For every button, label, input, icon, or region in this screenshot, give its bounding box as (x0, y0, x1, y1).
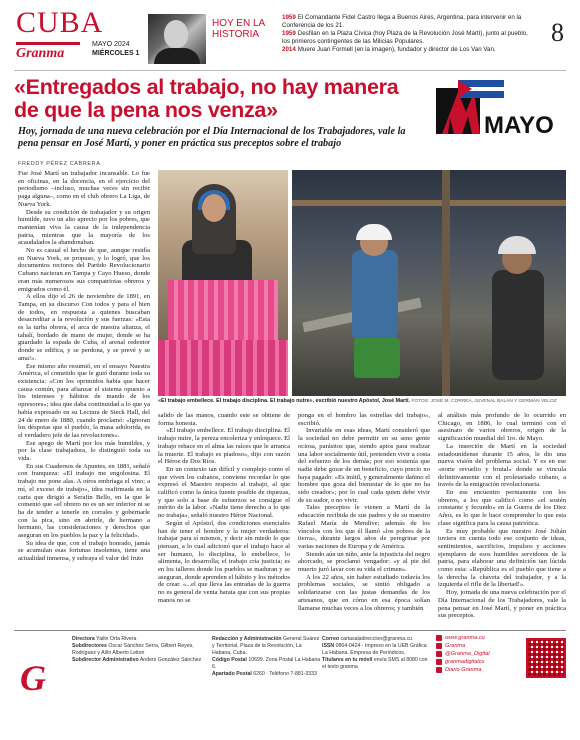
primero-de-mayo-logo (436, 78, 566, 148)
footer-staff (72, 636, 212, 664)
paragraph: Siendo aún un niño, ante la injusticia del negro ahorcado, se proclamó vengador: «y al pie del muerto juró lavar con su vida el crimen». (298, 550, 430, 574)
header-divider (14, 70, 566, 71)
paragraph: Es muy probable que nuestro José Julián tuviera en cuenta todo ese conjunto de ideas, sentimientos, sacrificios, impulsos y acciones ejemplares de esos humildes servidores de la patria, para elaborar una definición tan lúcida como esta: «República es el pueblo que tiene a la derecha la chaveta del trabajador, y a la izquierda el rifle de la libertad!». (438, 527, 566, 589)
qr-code-icon[interactable] (526, 638, 566, 678)
footer-label: Correo (322, 636, 340, 642)
history-year: 1959 (282, 30, 296, 37)
footer-contact (322, 636, 432, 671)
footer-value: Anders González Sánchez (139, 657, 202, 663)
footer-value[interactable]: cartasaladireccion@granma.cu (340, 636, 413, 642)
paragraph: al análisis más profundo de lo ocurrido en Chicago, en 1886, lo cual terminó con el asesinato de varios obreros, origen de la significación mundial del 1ro. de Mayo. (438, 412, 566, 443)
article-column-1 (18, 170, 150, 622)
paragraph: salido de las manos, cuando este se obtiene de forma honesta. (158, 412, 290, 427)
twitter-icon (436, 651, 442, 657)
paragraph: Ese apego de Martí por los más humildes, y por la clase trabajadora, lo distinguió toda su vida. (18, 439, 150, 463)
paragraph: «El trabajo embellece. El trabajo disciplina. El trabajo nutre, la pereza encoleriza y enloquece. El trabajo rehace en el alma las raíces que le arranca la muerte. El trabajo es piadoso», dijo con razón el Héroe de Dos Ríos. (158, 427, 290, 466)
photo-workers-plant (292, 170, 566, 396)
mayo-logo-text: MAYO (484, 112, 554, 139)
paragraph: A los 22 años, sin haber estudiado todavía los problemas sociales, se sintió obligado a solidarizarse con las justas demandas de los artesanos, que en cómo en esa época solían llamarse muchas veces a los obreros; y también (298, 573, 430, 612)
history-item (282, 14, 532, 30)
footer-value: envía SMS al 8080 con el texto granma (322, 657, 428, 670)
paragraph: La inserción de Martí en la sociedad estadounidense durante 15 años, le dio una nueva visión del problema social. Y es en ese «norte revuelto y brutal» donde se vincula definitivamente con el proletariado cubano, a través de la emigración revolucionaria. (438, 442, 566, 489)
web-icon (436, 635, 442, 641)
article-column-4 (438, 412, 566, 622)
photo-worker-crates (158, 170, 288, 396)
footer-address (212, 636, 322, 678)
history-portrait-photo (148, 14, 206, 64)
paragraph: Desde su condición de trabajador y su origen humilde, tuvo un alto aprecio por los pobres, que mantenían viva la causa de la independencia patria, mientras que la mayoría de los acaudalados la abandonaban. (18, 208, 150, 247)
paragraph: Su idea de que, con el trabajo honrado, jamás se acumulan esas fortunas insolentes, tiene una actualidad inmensa, y subraya el valor del fruto (18, 539, 150, 563)
hoy-line-1: HOY EN LA (212, 18, 266, 29)
social-link-facebook[interactable]: Granma (436, 642, 526, 650)
social-links (436, 634, 526, 674)
footer-label: Directora (72, 636, 95, 642)
newspaper-logo: Granma (16, 42, 80, 62)
page-number: 8 (551, 18, 564, 47)
paragraph: En sus Cuadernos de Apuntes, en 1881, señaló con franqueza: «El trabajo me engolosina. El trabajo me pone alas. A otros embriaga el vino; a mí, el exceso de trabajo», idea reafirmada en la carta que dirigió a Serafín Bello, en la que le comentó que «el obrero no es un ser inferior ni se ha de tender a tenerle en corrales y gobernarle con la pica, sino en abrirle, de hermano a hermano, las consideraciones y derechos que aseguran en los pueblos la paz y la felicidad». (18, 462, 150, 540)
paragraph: Ese mismo año resumió, en el ensayo Nuestra América, el cometido que le guió durante toda su existencia: «Con los oprimidos había que hacer causa común, para afianzar el sistema opuesto a los intereses y hábitos de mando de los opresores»; idea que daba continuidad a lo que ya había expresado en su Lectura de Steck Hall, del 24 de enero de 1880, cuando proclamó: «Ignoran los déspotas que el pueblo, la masa adolorida, es el verdadero jefe de las revoluciones». (18, 362, 150, 439)
photo-credit: FOTOS: JOSÉ M. CORREA, JUVENAL BALÁN Y GERMÁN VELOZ (411, 399, 557, 404)
paragraph: A ellos dijo el 26 de noviembre de 1891, en Tampa, en su discurso Con todos y para el bien de todos, en respuesta a quienes buscaban desacreditar a la revolución y sus fuerzas: «Esta es la turba obrera, el arca de nuestra alianza, el tahalí, bordado de mano de mujer, donde se ha guardado la espada de Cuba, el arenal redentor donde se edifica, y se perdona, y se prevé y se ama!». (18, 293, 150, 362)
article-column-3 (298, 412, 430, 622)
granma-g-logo: G (20, 658, 46, 698)
youtube-icon (436, 667, 442, 673)
history-text: Desfilan en la Plaza Cívica (hoy Plaza de la Revolución José Martí), junto al pueblo, los primeros contingentes de las Milicias Populares. (282, 30, 528, 45)
history-list (282, 14, 532, 54)
issue-date (92, 40, 139, 58)
social-link-youtube[interactable]: Diario Granma (436, 666, 526, 674)
paragraph: En un contexto tan difícil y complejo como el que viven los cubanos, conviene recordar lo que expresó el Maestro respecto al trabajo, al que calificó como la única fuente posible de riquezas, y que solo a base de esfuerzos se consigue el mérito de la labor. «Nadie tiene derecho a lo que no trabaja», señaló nuestro Héroe Nacional. (158, 465, 290, 520)
footer-divider (14, 630, 566, 631)
article-headline: «Entregados al trabajo, no hay manera de que la pena nos venza» (14, 75, 399, 122)
history-text: El Comandante Fidel Castro llega a Buenos Aires, Argentina, para intervenir en la Conferencia de los 21. (282, 14, 522, 29)
footer-label: Código Postal (212, 657, 247, 663)
paragraph: Hoy, jornada de una nueva celebración por el Día Internacional de los Trabajadores, vale la pena pensar en José Martí, y poner en práctica sus preceptos. (438, 589, 566, 620)
byline: FREDDY PÉREZ CABRERA (18, 161, 101, 167)
footer-value: Yailin Orta Rivera (96, 636, 137, 642)
paragraph: En ese encuentro permanente con los obreros, a los que calificó como «el sostén constante y fecundo» en la Guerra de los Diez Años, es lo que le hace comprender lo que esta clase significa para la causa patriótica. (438, 489, 566, 527)
paragraph: Según el Apóstol, dos condiciones esenciales han de tener el hombre y la mujer verdaderos: trabajar para sí mismos, y decir sin miedo lo que piensan, a lo cual adicionó que el trabajo hace al ser humano, lo disciplina, lo embellece, lo alimenta, lo desarrolla; el trabajo cría justicia; es en los talleres donde los pueblos se maduran y se aseguran, donde aprenden el hábito y los métodos de crear. «...el que lleva las entrañas de la guerra no es general de venta barata que con sus propias manos no se (158, 519, 290, 604)
hard-hat-icon (356, 224, 392, 240)
footer-label: Títulares en tu móvil (322, 657, 373, 663)
hoy-line-2: HISTORIA (212, 29, 260, 40)
social-link-instagram[interactable]: granmadigitalcu (436, 658, 526, 666)
history-item (282, 46, 532, 54)
masthead (0, 0, 580, 70)
footer-label: Subdirector Administrativo (72, 657, 139, 663)
paragraph: No es casual el hecho de que, aunque residía en Nueva York, se propuso, y lo logró, que los documentos rectores del Partido Revolucionario Cubano nacieran en Tampa y Cayo Hueso, donde eran más numerosos sus compatriotas obreros y emigrados como él. (18, 247, 150, 293)
article-deck: Hoy, jornada de una nueva celebración por el Día Internacional de los Trabajadores, vale la pena pensar en José Martí, y poner en práctica sus preceptos sobre el trabajo (18, 126, 406, 149)
social-link-web[interactable]: www.granma.cu (436, 634, 526, 642)
instagram-icon (436, 659, 442, 665)
hard-hat-icon (498, 236, 536, 254)
facebook-icon (436, 643, 442, 649)
month-year: MAYO 2024 (92, 41, 130, 48)
footer-label: Redacción y Administración (212, 636, 282, 642)
footer-value: 6260 · Teléfono 7-881-3333 (253, 671, 317, 677)
history-year: 2014 (282, 46, 296, 53)
footer-value: General Suárez y Territorial, Plaza de la Revolución, La Habana, Cuba. (212, 636, 320, 656)
pink-crates (158, 340, 288, 396)
footer-value: Oscar Sánchez Serra, Gilbert Reyes, Rodríguez y Ailín Alberto Leiton (72, 643, 194, 656)
caption-text: «El trabajo embellece. El trabajo disciplina. El trabajo nutre», escribió nuestro Apóstol, José Martí. (158, 398, 411, 404)
section-logo-cuba: CUBA (16, 6, 104, 39)
paragraph: Tales preceptos le vienen a Martí de la educación recibida de sus padres y de su maestro Rafael María de Mendive; además de los vínculos con los que él llamó «los pobres de la tierra», durante largos años de peregrinar por varias naciones de Europa y de América. (298, 504, 430, 550)
article-photos (158, 170, 566, 396)
footer-label: Apartado Postal (212, 671, 252, 677)
history-item (282, 30, 532, 46)
history-text: Muere Juan Formell (en la imagen), fundador y director de Los Van Van. (297, 46, 496, 53)
footer-label: ISSN (322, 643, 335, 649)
paragraph: ponga en el hombro las estrellas del trabajo», escribió. (298, 412, 430, 427)
history-year: 1959 (282, 14, 296, 21)
photo-caption (158, 398, 566, 405)
article-column-2 (158, 412, 290, 622)
weekday: MIÉRCOLES 1 (92, 50, 140, 57)
pink-crates (168, 280, 278, 340)
paragraph: Invariable en esas ideas, Martí consideró que la sociedad no debe permitir en su seno gente ociosa, parásitos que, siendo aptos para realizar una labor socialmente útil, pretenden vivir a costa del esfuerzo de los demás; por eso sostenía que nadie debe gozar de un beneficio, cuyo precio no haya pagado: «Es inútil, y generalmente dañino el hombre que goza del bienestar de lo que no ha sido creador»; por lo cual cada quien debe vivir de su sudor, o no vivir. (298, 427, 430, 504)
footer-label: Subdirectores (72, 643, 107, 649)
footer (0, 630, 580, 740)
hoy-en-la-historia-title (212, 18, 265, 40)
footer-value: 0864-0424 · Impreso en la UEB Gráfica La Habana. Empresa de Periódicos. (322, 643, 427, 656)
paragraph: Fue José Martí un trabajador incansable. Lo fue en oficinas, en la docencia, en el ejercicio del periodismo –incluso, muchas veces sin recibir paga alguna–, como en el club obrero La Liga, de Nueva York. (18, 170, 150, 208)
footer-value: 10699. Zona Postal La Habana 6. (212, 657, 321, 670)
social-link-twitter[interactable]: @Granma_Digital (436, 650, 526, 658)
